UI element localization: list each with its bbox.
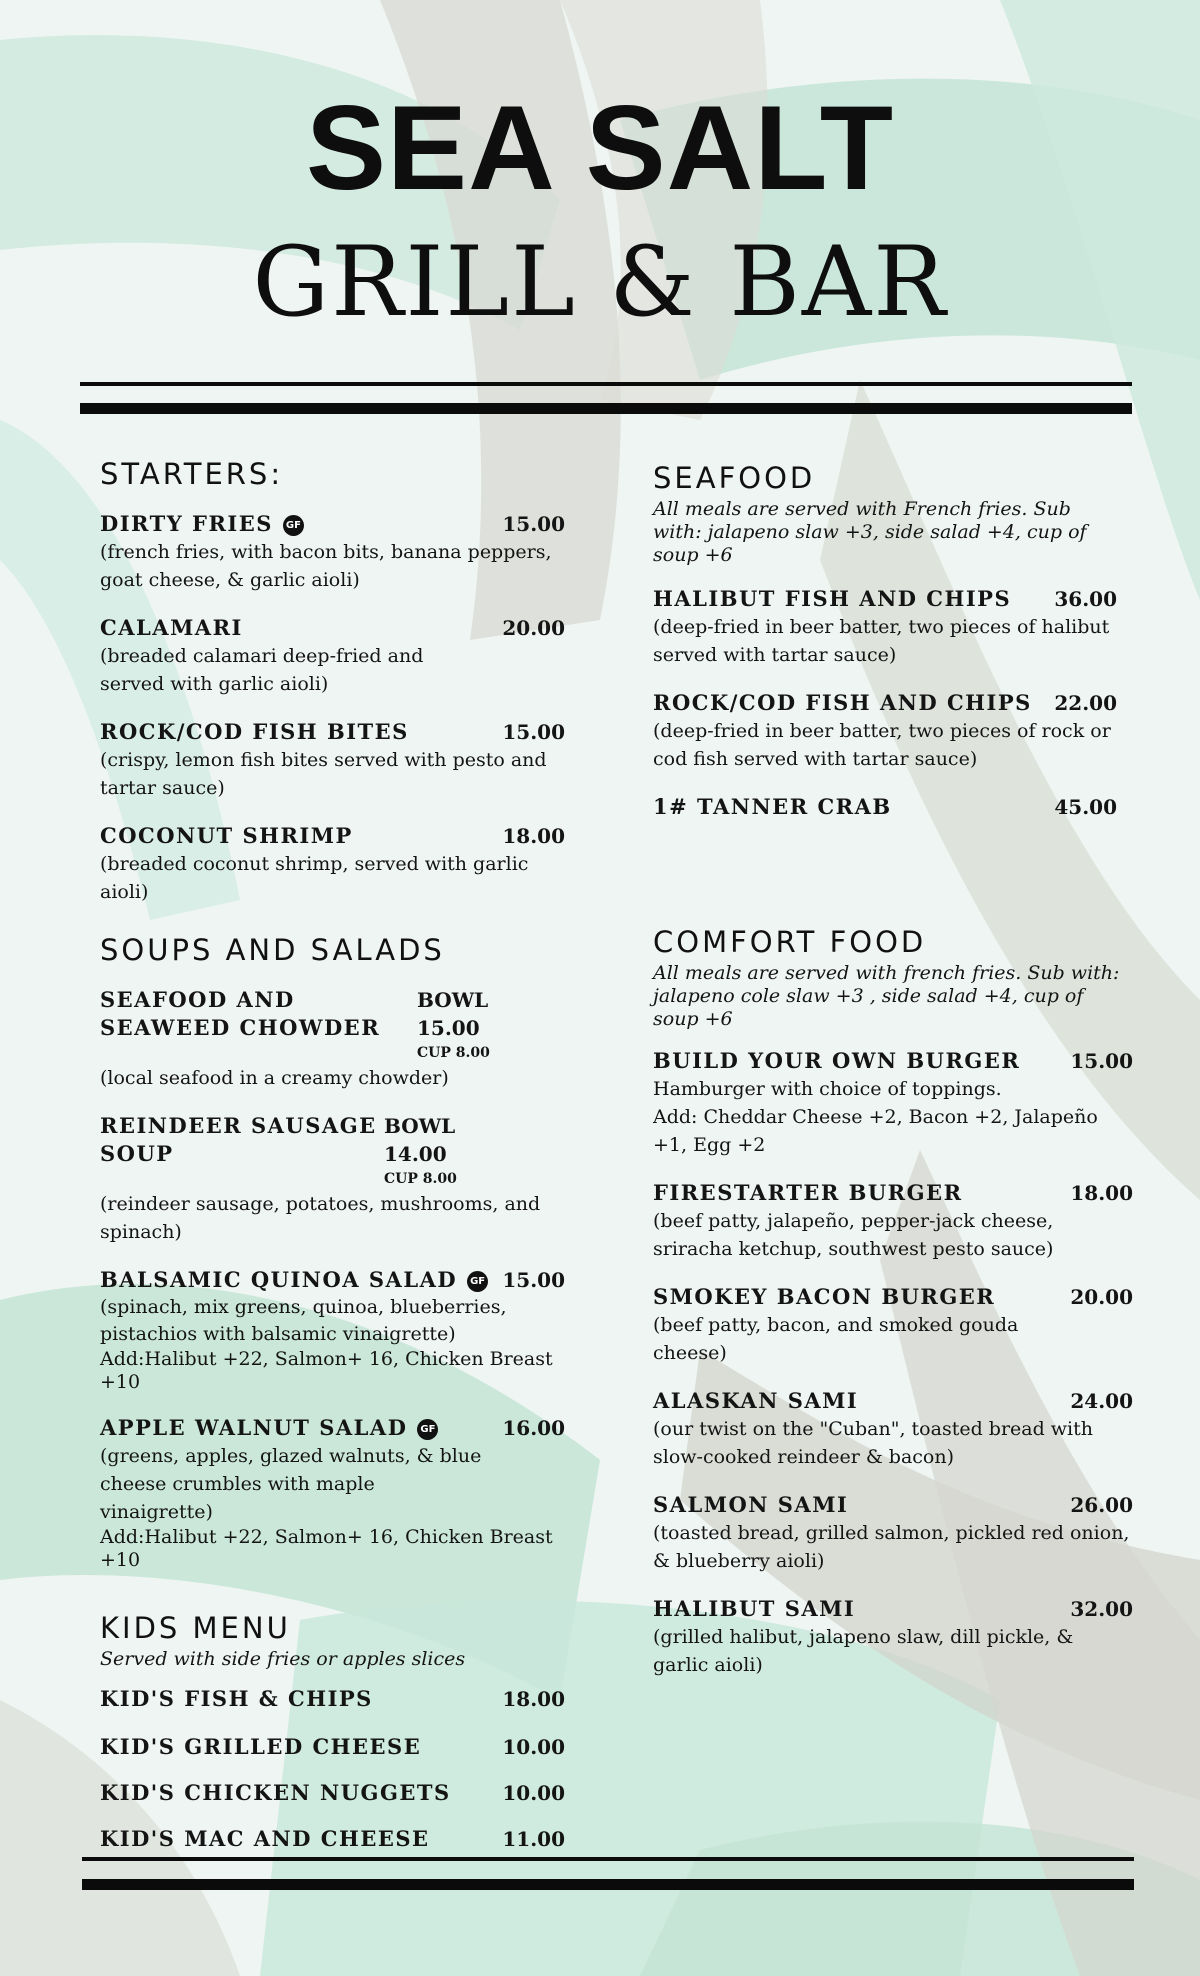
item-price xyxy=(384,1112,524,1190)
menu-item xyxy=(653,585,1117,669)
item-name: KID'S MAC AND CHEESE xyxy=(100,1826,430,1851)
menu-item xyxy=(100,822,565,906)
bottom-divider-thick xyxy=(82,1879,1134,1890)
soups-salads-section xyxy=(100,932,565,1572)
item-description: (grilled halibut, jalapeno slaw, dill pickle, & garlic aioli) xyxy=(653,1626,1074,1676)
item-name: ROCK/COD FISH AND CHIPS xyxy=(653,690,1032,715)
item-addons: Add:Halibut +22, Salmon+ 16, Chicken Breast +10 xyxy=(100,1526,553,1571)
item-name: KID'S GRILLED CHEESE xyxy=(100,1734,422,1759)
item-price: 15.00 xyxy=(502,512,565,536)
left-column xyxy=(100,456,565,1853)
item-name: ALASKAN SAMI xyxy=(653,1388,859,1413)
menu-item xyxy=(100,510,565,594)
menu-item xyxy=(100,1414,565,1572)
section-title: COMFORT FOOD xyxy=(653,925,927,959)
item-description: (beef patty, bacon, and smoked gouda cheese) xyxy=(653,1314,1019,1364)
section-note: All meals are served with french fries. Sub with: jalapeno cole slaw +3 , side salad +4, cup of soup +6 xyxy=(653,962,1120,1030)
menu-item xyxy=(100,986,565,1092)
section-note: Served with side fries or apples slices xyxy=(100,1648,466,1670)
seafood-section xyxy=(653,460,1133,821)
bowl-price: BOWL 15.00 xyxy=(417,988,489,1040)
menu-item xyxy=(653,1047,1133,1159)
menu-item xyxy=(100,1733,565,1761)
item-price: 26.00 xyxy=(1070,1493,1133,1517)
item-description: (greens, apples, glazed walnuts, & blue cheese crumbles with maple vinaigrette) xyxy=(100,1445,482,1523)
item-price: 15.00 xyxy=(502,720,565,744)
item-description: (deep-fried in beer batter, two pieces of halibut served with tartar sauce) xyxy=(653,616,1110,666)
item-description: (french fries, with bacon bits, banana peppers, goat cheese, & garlic aioli) xyxy=(100,541,552,591)
item-price: 20.00 xyxy=(1070,1285,1133,1309)
item-name: 1# TANNER CRAB xyxy=(653,794,892,819)
item-price: 15.00 xyxy=(1070,1049,1133,1073)
menu-item xyxy=(653,1595,1133,1679)
item-price: 18.00 xyxy=(502,1687,565,1711)
item-name: SALMON SAMI xyxy=(653,1492,849,1517)
item-name: CALAMARI xyxy=(100,615,243,640)
item-price: 18.00 xyxy=(502,824,565,848)
menu-item xyxy=(653,793,1117,821)
item-name: ROCK/COD FISH BITES xyxy=(100,719,409,744)
item-price: 18.00 xyxy=(1070,1181,1133,1205)
section-note: All meals are served with French fries. Sub with: jalapeno slaw +3, side salad +4, cup of soup +6 xyxy=(653,498,1087,566)
menu-item xyxy=(653,1387,1133,1471)
item-description: (beef patty, jalapeño, pepper-jack cheese, sriracha ketchup, southwest pesto sauce) xyxy=(653,1210,1054,1260)
restaurant-name: SEA SALT xyxy=(305,81,895,215)
item-description: (reindeer sausage, potatoes, mushrooms, and spinach) xyxy=(100,1193,541,1243)
item-name: REINDEER SAUSAGE SOUP xyxy=(100,1113,377,1166)
menu-item xyxy=(653,1491,1133,1575)
item-name: DIRTY FRIES GF xyxy=(100,510,304,538)
menu-item xyxy=(100,1685,565,1713)
item-description: (crispy, lemon fish bites served with pesto and tartar sauce) xyxy=(100,749,547,799)
item-addons: Add: Cheddar Cheese +2, Bacon +2, Jalapeño +1, Egg +2 xyxy=(653,1106,1098,1156)
menu-item xyxy=(653,689,1117,773)
section-title: SOUPS AND SALADS xyxy=(100,933,445,967)
menu-item xyxy=(653,1283,1133,1367)
menu-item xyxy=(100,718,565,802)
kids-menu-section xyxy=(100,1610,565,1853)
restaurant-subtitle: GRILL & BAR xyxy=(252,226,948,338)
item-name: BALSAMIC QUINOA SALAD GF xyxy=(100,1266,488,1294)
item-price: 45.00 xyxy=(1054,795,1117,819)
item-name: BUILD YOUR OWN BURGER xyxy=(653,1048,1021,1073)
comfort-food-section xyxy=(653,924,1133,1679)
bowl-price: BOWL 14.00 xyxy=(384,1114,456,1166)
item-name: HALIBUT SAMI xyxy=(653,1596,856,1621)
item-price: 10.00 xyxy=(502,1781,565,1805)
item-description: (breaded calamari deep-fried and served with garlic aioli) xyxy=(100,645,424,695)
top-divider-thick xyxy=(80,403,1132,414)
item-price: 22.00 xyxy=(1054,691,1117,715)
item-name: SEAFOOD AND SEAWEED CHOWDER xyxy=(100,987,381,1040)
item-name: HALIBUT FISH AND CHIPS xyxy=(653,586,1012,611)
item-price: 36.00 xyxy=(1054,587,1117,611)
item-description: (spinach, mix greens, quinoa, blueberries, pistachios with balsamic vinaigrette) xyxy=(100,1296,507,1345)
item-addons: Add:Halibut +22, Salmon+ 16, Chicken Breast +10 xyxy=(100,1348,553,1393)
section-title: KIDS MENU xyxy=(100,1611,291,1645)
gf-badge-icon: GF xyxy=(417,1419,438,1440)
top-divider-thin xyxy=(80,382,1132,386)
item-description: (local seafood in a creamy chowder) xyxy=(100,1067,449,1089)
menu-item xyxy=(100,1266,565,1394)
item-description: (our twist on the "Cuban", toasted bread with slow-cooked reindeer & bacon) xyxy=(653,1418,1094,1468)
section-title: STARTERS: xyxy=(100,457,284,491)
item-description: (breaded coconut shrimp, served with garlic aioli) xyxy=(100,853,529,903)
item-name: KID'S FISH & CHIPS xyxy=(100,1686,373,1711)
item-price: 11.00 xyxy=(502,1827,565,1851)
cup-price: CUP 8.00 xyxy=(417,1045,490,1061)
item-price: 16.00 xyxy=(502,1416,565,1440)
item-name: APPLE WALNUT SALAD GF xyxy=(100,1414,438,1442)
item-name: FIRESTARTER BURGER xyxy=(653,1180,963,1205)
item-description: (deep-fried in beer batter, two pieces of rock or cod fish served with tartar sauce) xyxy=(653,720,1111,770)
item-price xyxy=(417,986,557,1064)
bottom-divider-thin xyxy=(82,1857,1134,1861)
menu-item xyxy=(100,1825,565,1853)
section-title: SEAFOOD xyxy=(653,461,816,495)
item-price: 32.00 xyxy=(1070,1597,1133,1621)
menu-item xyxy=(100,1112,565,1246)
item-price: 10.00 xyxy=(502,1735,565,1759)
item-price: 20.00 xyxy=(502,616,565,640)
starters-section xyxy=(100,456,565,906)
item-name: COCONUT SHRIMP xyxy=(100,823,353,848)
item-price: 24.00 xyxy=(1070,1389,1133,1413)
item-price: 15.00 xyxy=(502,1268,565,1292)
item-name: KID'S CHICKEN NUGGETS xyxy=(100,1780,451,1805)
gf-badge-icon: GF xyxy=(467,1271,488,1292)
cup-price: CUP 8.00 xyxy=(384,1171,457,1187)
menu-item xyxy=(100,1779,565,1807)
item-description: (toasted bread, grilled salmon, pickled red onion, & blueberry aioli) xyxy=(653,1522,1130,1572)
item-description: Hamburger with choice of toppings. xyxy=(653,1078,1002,1100)
right-column xyxy=(653,460,1133,1676)
menu-item xyxy=(100,614,565,698)
menu-item xyxy=(653,1179,1133,1263)
item-name: SMOKEY BACON BURGER xyxy=(653,1284,996,1309)
gf-badge-icon: GF xyxy=(283,515,304,536)
